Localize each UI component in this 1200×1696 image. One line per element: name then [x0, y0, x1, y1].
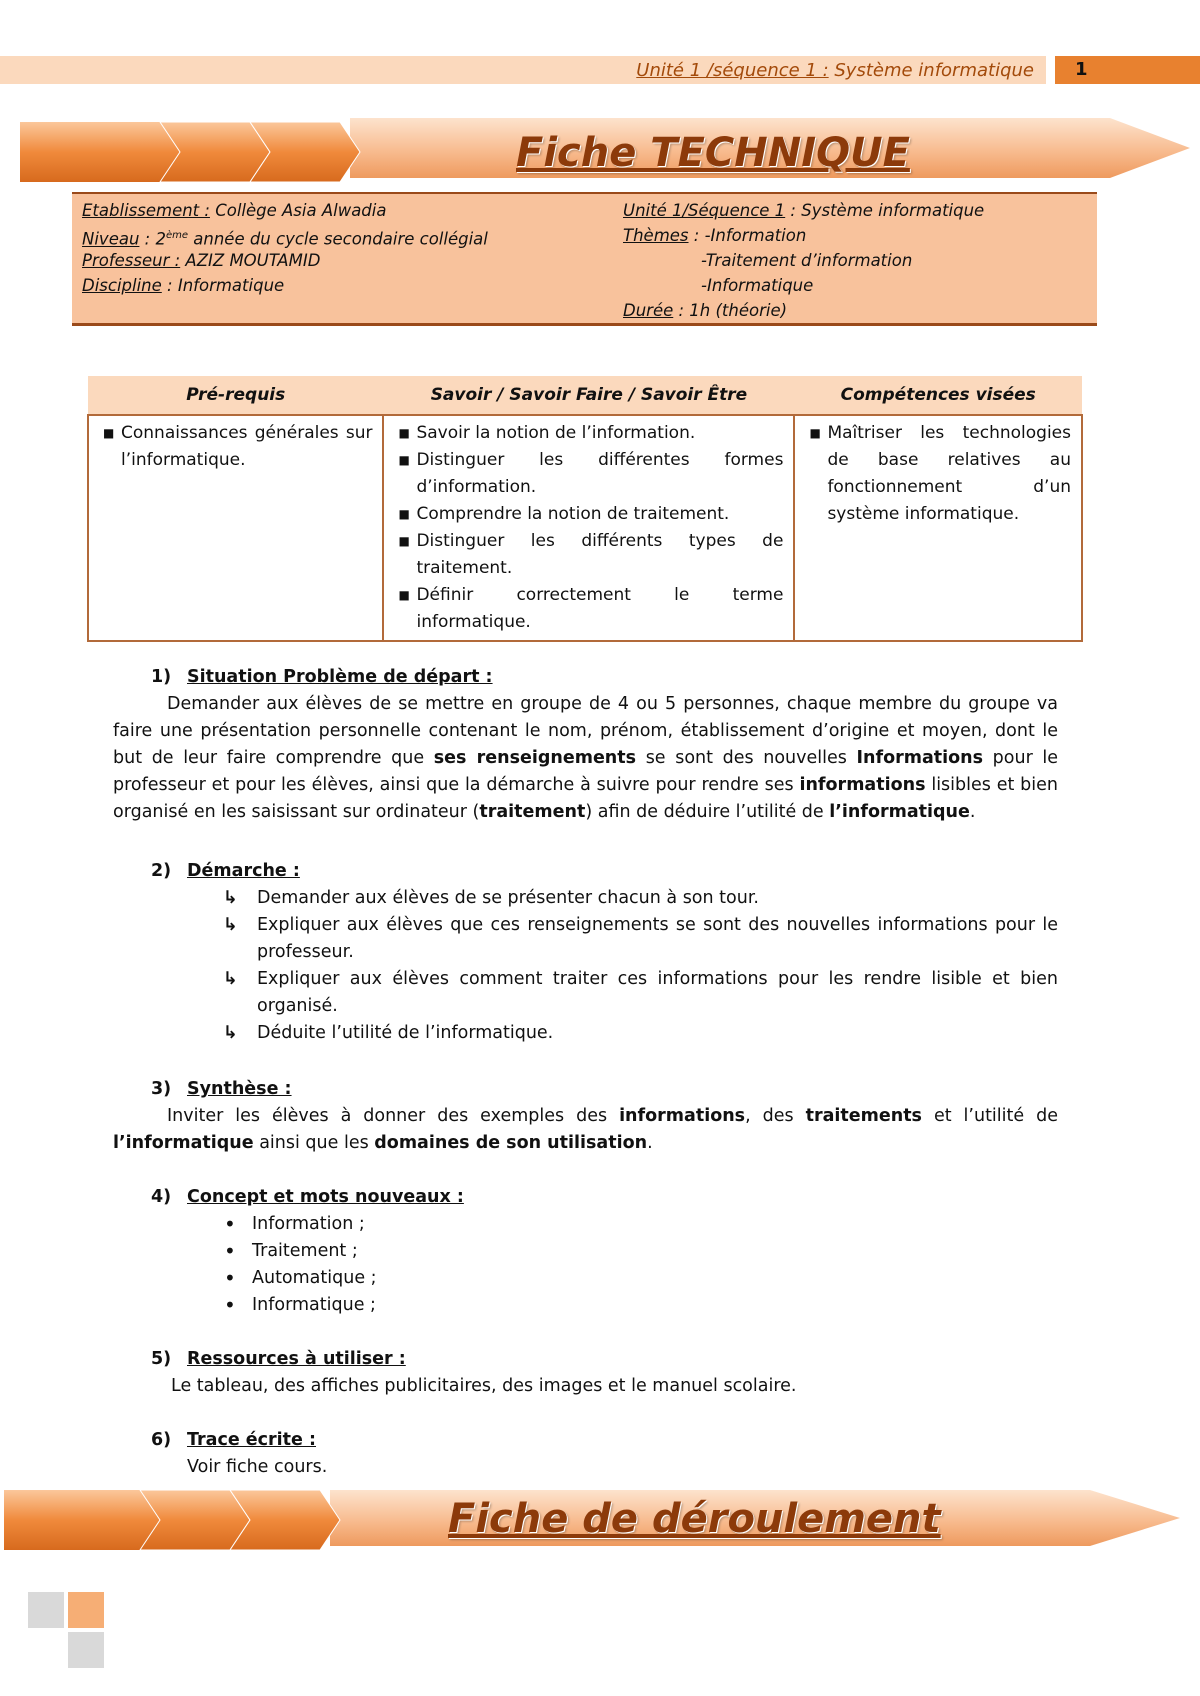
ressources-text: Le tableau, des affiches publicitaires, des images et le manuel scolaire.	[171, 1376, 797, 1396]
info-themes: Thèmes : -Information	[623, 226, 807, 245]
section-concepts	[113, 1184, 1058, 1319]
page-number: 1	[1055, 56, 1200, 84]
demarche-list	[113, 885, 1058, 1047]
table-cell-competences	[794, 415, 1082, 641]
list-item: ■ Maîtriser les technologies de base relatives au fonctionnement d’un système informatique.	[809, 420, 1071, 528]
info-professeur: Professeur : AZIZ MOUTAMID	[82, 251, 321, 270]
section-synthese	[113, 1076, 1058, 1157]
info-theme-2: -Traitement d’information	[701, 251, 913, 270]
list-item: ■ Distinguer les différentes formes d’information.	[398, 447, 783, 501]
header-title: Unité 1 /séquence 1 : Système informatique	[636, 60, 1034, 81]
section-heading: 6) Trace écrite :	[151, 1430, 316, 1450]
info-left	[82, 198, 488, 298]
footer-square	[68, 1592, 104, 1628]
concepts-list	[113, 1211, 1058, 1319]
running-header	[0, 56, 1200, 86]
info-niveau: Niveau : 2ème année du cycle secondaire collégial	[82, 229, 488, 249]
list-item: • Traitement ;	[218, 1238, 1058, 1265]
list-item: ■ Savoir la notion de l’information.	[398, 420, 783, 447]
banner-fiche-deroulement	[0, 1488, 1200, 1558]
info-theme-3: -Informatique	[701, 276, 814, 295]
trace-text: Voir fiche cours.	[187, 1457, 328, 1477]
section-ressources	[113, 1346, 1058, 1400]
section-demarche	[113, 858, 1058, 1047]
list-item: ↳ Expliquer aux élèves que ces renseignements se sont des nouvelles informations pour le professeur.	[223, 912, 1058, 966]
list-item: ■ Distinguer les différents types de traitement.	[398, 528, 783, 582]
banner-fiche-technique	[0, 118, 1200, 192]
section-situation	[113, 664, 1058, 826]
table-header-prerequis: Pré-requis	[88, 377, 383, 415]
table-header-competences: Compétences visées	[794, 377, 1082, 415]
section-heading: 5) Ressources à utiliser :	[151, 1349, 406, 1369]
info-right	[623, 198, 984, 323]
list-item: • Information ;	[218, 1211, 1058, 1238]
section-heading: 4) Concept et mots nouveaux :	[151, 1187, 464, 1207]
info-unite: Unité 1/Séquence 1 : Système informatique	[623, 201, 985, 220]
footer-square	[68, 1632, 104, 1668]
banner-title-top: Fiche TECHNIQUE	[516, 130, 910, 176]
info-discipline: Discipline : Informatique	[82, 276, 285, 295]
footer-square	[28, 1592, 64, 1628]
situation-paragraph: Demander aux élèves de se mettre en groupe de 4 ou 5 personnes, chaque membre du groupe va faire une présentation personnelle contenant le nom, prénom, établissement d’origine et moyen, dont le but de leur faire comprendre que ses renseignements se sont des nouvelles Informations pour le professeur et pour les élèves, ainsi que la démarche à suivre pour rendre ses informations lisibles et bien organisé en les saisissant sur ordinateur (traitement) afin de déduire l’utilité de l’informatique.	[113, 694, 1059, 822]
list-item: ■ Définir correctement le terme informatique.	[398, 582, 783, 636]
list-item: ↳ Expliquer aux élèves comment traiter ces informations pour les rendre lisible et bien organisé.	[223, 966, 1058, 1020]
table-cell-savoir	[383, 415, 794, 641]
competence-table	[87, 376, 1083, 642]
table-cell-prerequis	[88, 415, 383, 641]
section-heading: 1) Situation Problème de départ :	[151, 667, 493, 687]
info-duree: Durée : 1h (théorie)	[623, 301, 788, 320]
section-trace	[113, 1427, 1058, 1481]
list-item: ↳ Déduite l’utilité de l’informatique.	[223, 1020, 1058, 1047]
banner-title-bottom: Fiche de déroulement	[448, 1496, 941, 1542]
section-heading: 2) Démarche :	[151, 861, 300, 881]
list-item: • Informatique ;	[218, 1292, 1058, 1319]
list-item: ↳ Demander aux élèves de se présenter chacun à son tour.	[223, 885, 1058, 912]
info-box	[72, 192, 1097, 326]
list-item: • Automatique ;	[218, 1265, 1058, 1292]
section-heading: 3) Synthèse :	[151, 1079, 292, 1099]
table-header-savoir: Savoir / Savoir Faire / Savoir Être	[383, 377, 794, 415]
list-item: ■ Comprendre la notion de traitement.	[398, 501, 783, 528]
list-item: ■ Connaissances générales sur l’informatique.	[103, 420, 372, 474]
synthese-paragraph: Inviter les élèves à donner des exemples des informations, des traitements et l’utilité de l’informatique ainsi que les domaines de son utilisation.	[113, 1106, 1058, 1153]
info-etablissement: Etablissement : Collège Asia Alwadia	[82, 201, 387, 220]
